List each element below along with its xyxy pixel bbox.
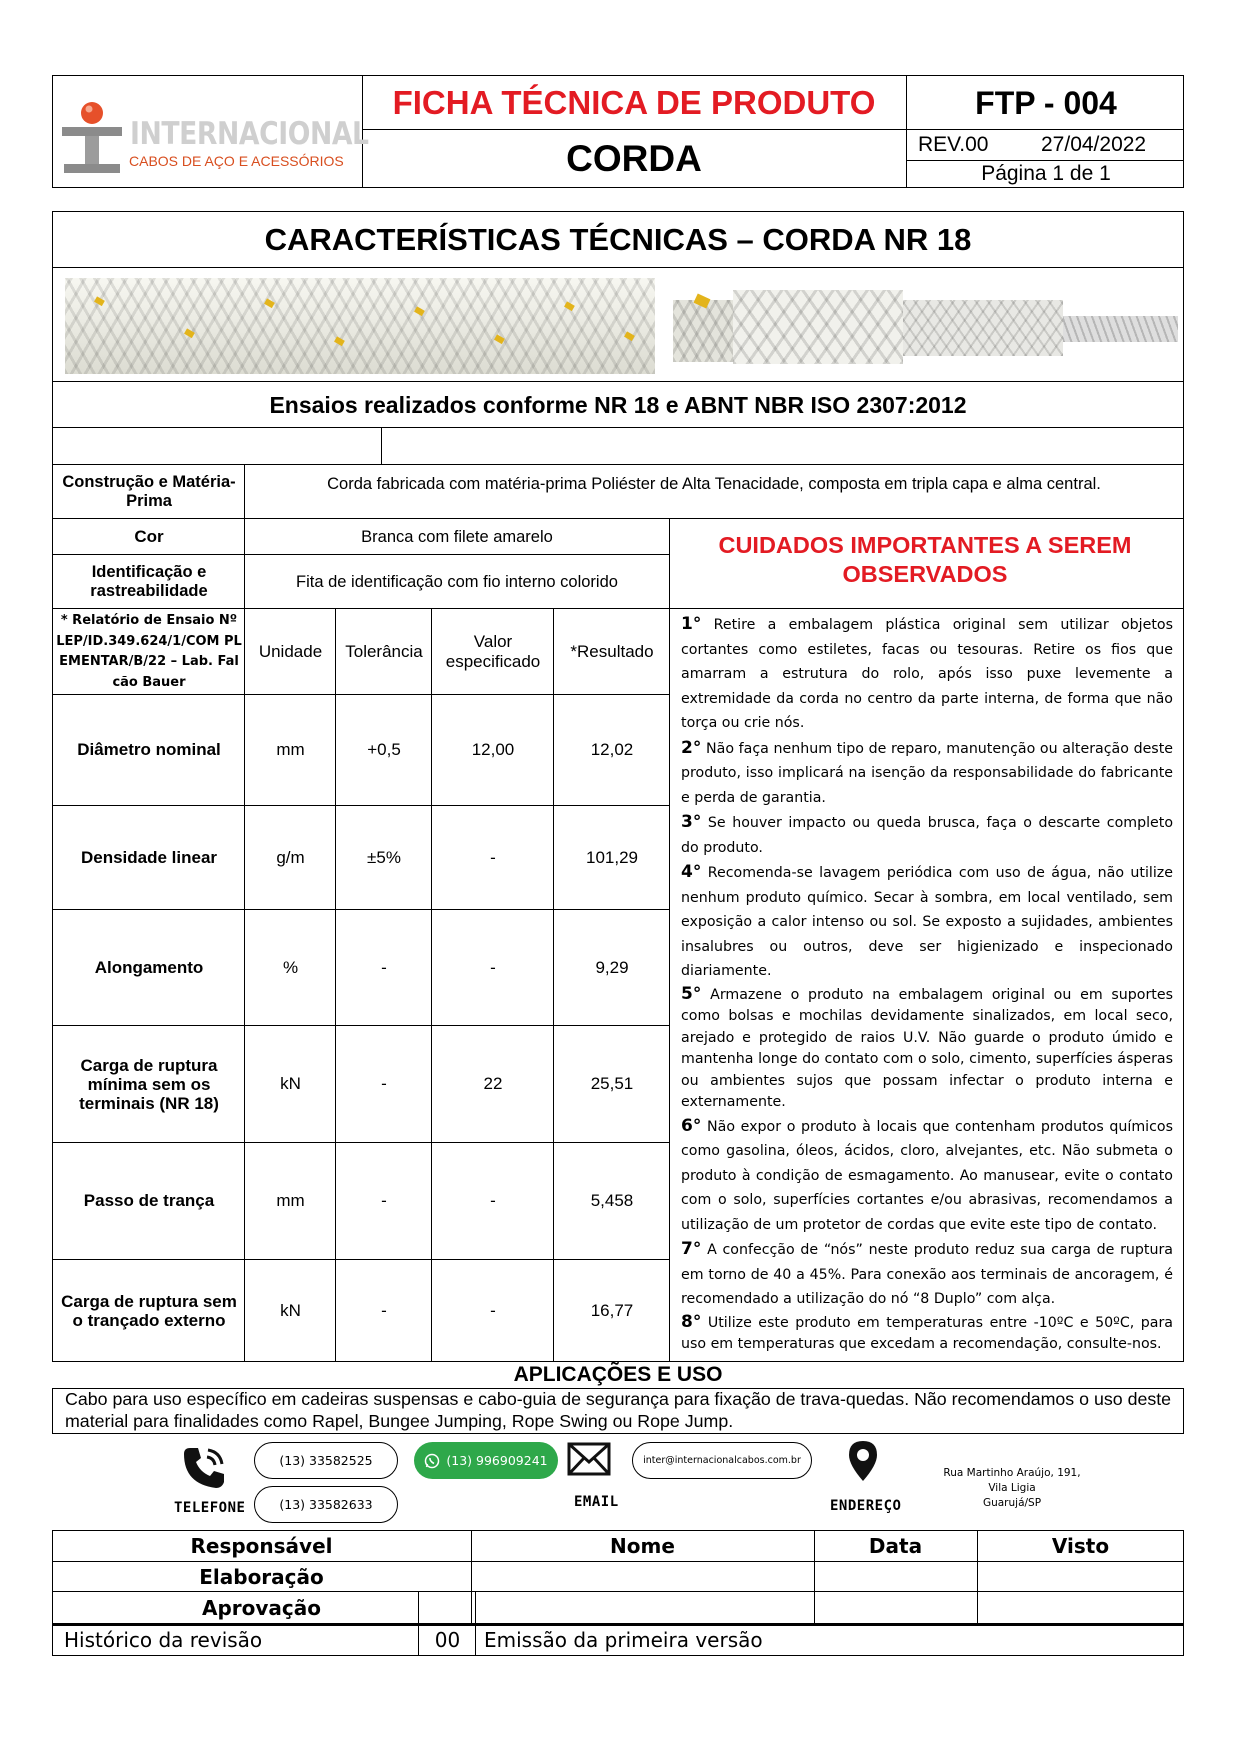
row-specified: - — [490, 958, 496, 977]
row-result: 5,458 — [590, 1191, 634, 1210]
product-name: CORDA — [566, 138, 702, 179]
care-item — [681, 1237, 1173, 1312]
care-item — [681, 612, 1173, 736]
care-item-text: A confecção de “nós” neste produto reduz sua carga de ruptura em torno de 40 a 45%. Para conexão aos terminais de ancoragem, é recomendado a utilização do nó “8 Duplo” com alça. — [681, 1242, 1173, 1307]
phone-icon — [180, 1444, 228, 1492]
applications-title: APLICAÇÕES E USO — [513, 1363, 723, 1386]
row-specified: - — [490, 1191, 496, 1210]
section-title: CARACTERÍSTICAS TÉCNICAS – CORDA NR 18 — [264, 222, 972, 257]
care-title: CUIDADOS IMPORTANTES A SEREM OBSERVADOS — [718, 532, 1132, 587]
construction-label: Construção e Matéria-Prima — [62, 473, 236, 510]
address — [912, 1466, 1112, 1511]
address-line-2: Vila Ligia — [988, 1482, 1036, 1494]
header-tolerance: Tolerância — [345, 642, 423, 661]
rope-photo-layers — [673, 290, 1178, 368]
address-line-3: Guarujá/SP — [982, 1497, 1042, 1509]
tests-title: Ensaios realizados conforme NR 18 e ABNT NBR ISO 2307:2012 — [269, 391, 967, 418]
doc-title: FICHA TÉCNICA DE PRODUTO — [392, 84, 876, 121]
whatsapp-number: (13) 996909241 — [446, 1453, 548, 1468]
doc-code: FTP - 004 — [975, 84, 1117, 121]
history-text: Emissão da primeira versão — [484, 1628, 763, 1652]
row-unit: mm — [276, 740, 305, 759]
care-item — [681, 984, 1173, 1114]
construction-value: Corda fabricada com matéria-prima Poliéster de Alta Tenacidade, composta em tripla capa e alma central. — [327, 475, 1101, 493]
revision-date: 27/04/2022 — [1041, 133, 1147, 156]
row-result: 16,77 — [590, 1301, 634, 1320]
row-tolerance: - — [381, 958, 387, 977]
sig-header-responsible: Responsável — [190, 1534, 333, 1558]
care-item — [681, 736, 1173, 811]
row-unit: % — [282, 958, 299, 977]
care-item-text: Recomenda-se lavagem periódica com uso de água, não utilize nenhum produto químico. Secar à sombra, em local ventilado, sem exposição a calor intenso ou sol. Se exposto a sujidades, ambientes insalubres ou outros, deve ser higienizado e inspecionado diariamente. — [681, 865, 1173, 979]
phone-1[interactable]: (13) 33582525 — [254, 1442, 398, 1479]
rope-photo-braided — [65, 278, 655, 374]
location-pin-icon — [846, 1439, 880, 1483]
care-item — [681, 810, 1173, 860]
revision: REV.00 — [918, 133, 989, 156]
row-specified: 22 — [483, 1074, 503, 1093]
care-item-text: Utilize este produto em temperaturas entre -10ºC e 50ºC, para uso em temperaturas que excedam a recomendação, consulte-nos. — [681, 1314, 1173, 1352]
care-item-text: Retire a embalagem plástica original sem utilizar objetos cortantes como estiletes, facas ou tesouras. Retire os fios que amarram a estrutura do rolo, após isso puxe levemente a extremidade da corda no centro da parte interna, de forma que não torça ou crie nós. — [681, 617, 1173, 731]
care-item-number: 4° — [681, 862, 702, 882]
care-item — [681, 860, 1173, 984]
sig-header-check: Visto — [1051, 1534, 1110, 1558]
address-label: ENDEREÇO — [830, 1498, 902, 1514]
row-name: Densidade linear — [80, 848, 218, 867]
row-tolerance: - — [381, 1191, 387, 1210]
care-item-text: Armazene o produto na embalagem original ou em suportes como bolsas e mochilas devidamente sinalizados, em local seco, arejado e protegido de raios U.V. Não guarde o produto úmido e mantenha longe do contato com o solo, cimento, superfícies ásperas ou ambientes sujos que possam infectar o produto interna e externamente. — [681, 986, 1173, 1110]
header-result: *Resultado — [570, 642, 654, 661]
row-name: Carga de ruptura mínima sem os terminais (NR 18) — [79, 1055, 219, 1113]
history-rev: 00 — [434, 1628, 461, 1652]
phone-label: TELEFONE — [174, 1500, 246, 1516]
care-item-number: 1° — [681, 614, 702, 634]
care-item-text: Não faça nenhum tipo de reparo, manutenção ou alteração deste produto, isso implicará na isenção da responsabilidade do fabricante e perda de garantia. — [681, 740, 1173, 806]
row-name: Carga de ruptura sem o trançado externo — [61, 1292, 237, 1330]
company-logo — [58, 96, 369, 176]
whatsapp-button[interactable] — [414, 1442, 558, 1479]
sig-row-elaboration: Elaboração — [199, 1564, 324, 1589]
care-list — [681, 612, 1173, 1356]
color-value: Branca com filete amarelo — [361, 527, 553, 546]
header-unit: Unidade — [258, 642, 323, 661]
phone-2[interactable]: (13) 33582633 — [254, 1486, 398, 1523]
address-line-1: Rua Martinho Araújo, 191, — [943, 1467, 1081, 1479]
care-item-text: Não expor o produto à locais que contenham produtos químicos como gasolina, óleos, ácidos, cloro, alvejantes, etc. Não submeta o produto à condição de esmagamento. Ao manusear, evite o contato com o solo, superfícies cortantes e/ou abrasivas, recomendamos a utilização de um protetor de cordas que evite este tipo de contato. — [681, 1118, 1173, 1233]
row-result: 25,51 — [590, 1074, 634, 1093]
row-result: 101,29 — [586, 848, 638, 867]
care-item-number: 2° — [681, 737, 702, 758]
care-item-number: 6° — [681, 1115, 702, 1136]
logo-tagline: CABOS DE AÇO E ACESSÓRIOS — [129, 153, 344, 169]
history-label: Histórico da revisão — [64, 1628, 263, 1652]
color-label: Cor — [134, 527, 164, 546]
row-unit: mm — [276, 1191, 305, 1210]
row-unit: kN — [280, 1074, 301, 1093]
row-name: Passo de trança — [83, 1191, 215, 1210]
logo-mark-icon — [58, 96, 128, 176]
row-specified: 12,00 — [471, 740, 515, 759]
sig-header-date: Data — [868, 1534, 923, 1558]
applications-text: Cabo para uso específico em cadeiras suspensas e cabo-guia de segurança para fixação de trava-quedas. Não recomendamos o uso deste material para finalidades como Rapel, Bungee Jumping, Rope Swing ou Rope Jump. — [65, 1389, 1172, 1431]
row-tolerance: ±5% — [367, 848, 401, 867]
whatsapp-icon — [424, 1453, 440, 1469]
approval-label: Aprovação — [201, 1595, 322, 1620]
care-item-number: 8° — [681, 1311, 702, 1332]
row-unit: g/m — [276, 848, 305, 867]
row-name: Diâmetro nominal — [77, 740, 221, 759]
row-tolerance: - — [381, 1301, 387, 1320]
care-item-number: 5° — [681, 983, 702, 1004]
row-tolerance: - — [381, 1074, 387, 1093]
header-specified-value: Valor especificado — [445, 632, 541, 671]
email-address[interactable]: inter@internacionalcabos.com.br — [632, 1442, 812, 1479]
row-specified: - — [490, 1301, 496, 1320]
row-unit: kN — [280, 1301, 301, 1320]
page-number: Página 1 de 1 — [981, 162, 1111, 185]
care-item — [681, 1312, 1173, 1356]
row-result: 9,29 — [595, 958, 629, 977]
sig-header-name: Nome — [610, 1534, 675, 1558]
row-tolerance: +0,5 — [367, 740, 401, 759]
care-item-text: Se houver impacto ou queda brusca, faça o descarte completo do produto. — [681, 815, 1174, 856]
email-label: EMAIL — [574, 1494, 619, 1510]
care-item — [681, 1114, 1173, 1238]
care-item-number: 3° — [681, 812, 702, 832]
row-result: 12,02 — [590, 740, 634, 759]
email-icon — [567, 1442, 611, 1476]
report-note: * Relatório de Ensaio Nº LEP/ID.349.624/1/COM PLEMENTAR/B/22 – Lab. Falcão Bauer — [56, 613, 242, 690]
row-name: Alongamento — [94, 958, 204, 977]
logo-name: INTERNACIONAL — [130, 116, 369, 152]
row-specified: - — [490, 848, 496, 867]
care-item-number: 7° — [681, 1239, 702, 1259]
rope-yellow-fibers-icon — [65, 278, 655, 374]
identification-value: Fita de identificação com fio interno colorido — [296, 572, 618, 591]
identification-label: Identificação e rastreabilidade — [90, 563, 208, 600]
contact-bar — [52, 1434, 1184, 1530]
